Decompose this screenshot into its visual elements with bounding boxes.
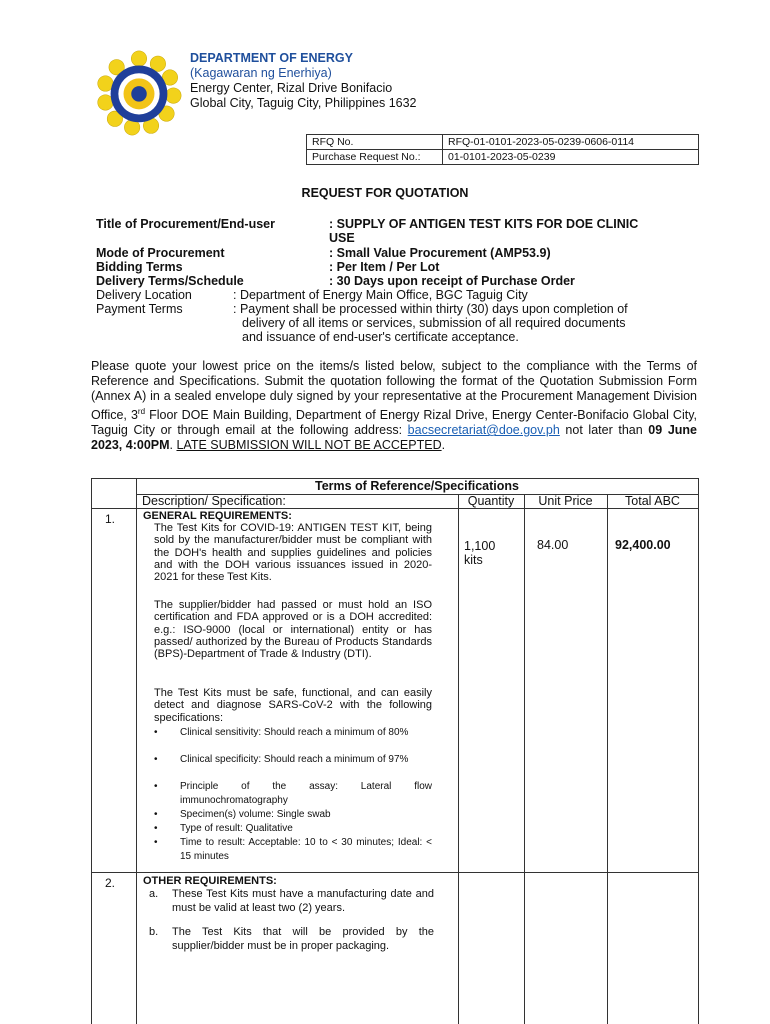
pr-label: Purchase Request No.: [307, 150, 443, 165]
item-1-total: 92,400.00 [615, 538, 671, 552]
table-title: Terms of Reference/Specifications [314, 479, 519, 493]
mode-label: Mode of Procurement [96, 246, 225, 260]
spec-bullet: • Time to result: Acceptable: 10 to < 30 minutes; Ideal: < 15 minutes [154, 837, 432, 862]
letterhead [190, 51, 417, 111]
rfq-label: RFQ No. [307, 135, 443, 150]
title-label: Title of Procurement/End-user [96, 217, 275, 231]
spec-bullet: • Clinical sensitivity: Should reach a minimum of 80% [154, 726, 432, 740]
item-2-number: 2. [105, 876, 116, 890]
spec-bullet: • Clinical specificity: Should reach a minimum of 97% [154, 753, 432, 767]
detail-payment [96, 302, 628, 316]
col-divider-4 [607, 494, 608, 1024]
department-name: DEPARTMENT OF ENERGY [190, 51, 353, 65]
payment-value-2: delivery of all items or services, submission of all required documents [242, 316, 626, 330]
department-tagalog: (Kagawaran ng Enerhiya) [190, 66, 332, 80]
col-divider-1 [136, 479, 137, 1024]
title-value-cont: USE [329, 231, 355, 245]
rfq-number-box [306, 134, 699, 165]
item-2-heading: OTHER REQUIREMENTS: [143, 875, 277, 887]
deadline: 09 June 2023, 4:00PM [91, 423, 697, 453]
ordinal-suffix: rd [137, 407, 146, 416]
item-1-paragraph-2: The supplier/bidder had passed or must hold an ISO certification and FDA approved or is a DOH accredited: e.g.: ISO-9000 (local or international) entity or has passed/ authorized by the Bureau of Products Standards (BPS)-Department of Trade & Industry (DTI). [154, 599, 432, 661]
bidding-label: Bidding Terms [96, 260, 183, 274]
delivery-location-label: Delivery Location [96, 288, 192, 302]
spec-bullet-text: Clinical specificity: Should reach a minimum of 97% [180, 754, 409, 765]
payment-value-1: : Payment shall be processed within thirty (30) days upon completion of [233, 302, 628, 316]
pr-value: 01-0101-2023-05-0239 [443, 150, 699, 165]
item-1-quantity [464, 539, 495, 567]
quantity-value: 1,100 [464, 539, 496, 553]
spec-bullet-text: Time to result: Acceptable: 10 to < 30 minutes; Ideal: < 15 minutes [180, 837, 432, 862]
instructions-text-4: . [169, 438, 177, 453]
detail-bidding [96, 260, 440, 274]
item-2-b-text: The Test Kits that will be provided by the supplier/bidder must be in proper packaging. [172, 926, 434, 952]
instructions-text-1: Please quote your lowest price on the items/s listed below, subject to the compliance with the Terms of Reference and Specifications. Submit the quotation following the format of the Quotation Submission Form (Annex A) in a sealed envelope duly signed by your representative at the Procurement Management Division Office, 3 [91, 359, 697, 423]
mode-value: : Small Value Procurement (AMP53.9) [329, 246, 551, 260]
address-line-2: Global City, Taguig City, Philippines 1632 [190, 96, 417, 110]
detail-title [96, 217, 639, 231]
item-1-unit-price: 84.00 [537, 538, 569, 552]
address-line-1: Energy Center, Rizal Drive Bonifacio [190, 81, 393, 95]
spec-bullet-text: Clinical sensitivity: Should reach a minimum of 80% [180, 727, 409, 738]
spec-bullet-text: Specimen(s) volume: Single swab [180, 809, 331, 820]
detail-mode [96, 246, 551, 260]
quantity-unit: kits [464, 553, 483, 567]
item-1-number: 1. [105, 512, 116, 526]
col-header-total: Total ABC [625, 494, 680, 508]
detail-delivery-location [96, 288, 528, 302]
col-divider-2 [458, 494, 459, 1024]
item-2-a-label: a. [149, 888, 159, 900]
item-1-heading: GENERAL REQUIREMENTS: [143, 510, 292, 522]
item-1-paragraph-1: The Test Kits for COVID-19: ANTIGEN TEST KIT, being sold by the manufacturer/bidder must be compliant with the DOH's health and supplies guidelines and policies and with the DOH various issuances issued in 2020-2021 for these Test Kits. [154, 522, 432, 584]
col-header-quantity: Quantity [467, 494, 515, 508]
doe-logo [96, 50, 182, 136]
rfq-value: RFQ-01-0101-2023-05-0239-0606-0114 [443, 135, 699, 150]
title-value: : SUPPLY OF ANTIGEN TEST KITS FOR DOE CLINIC [329, 217, 639, 231]
col-header-description: Description/ Specification: [142, 494, 286, 508]
specifications-table [91, 478, 699, 1024]
spec-bullet-text: Type of result: Qualitative [180, 823, 293, 834]
item-2-a-text: These Test Kits must have a manufacturing date and must be valid at least two (2) years. [172, 888, 434, 914]
spec-bullet: • Specimen(s) volume: Single swab [154, 808, 432, 822]
payment-label: Payment Terms [96, 302, 183, 316]
col-header-unit-price: Unit Price [538, 494, 593, 508]
bidding-value: : Per Item / Per Lot [329, 260, 440, 274]
instructions-text-5: . [441, 438, 446, 453]
spec-bullet: • Type of result: Qualitative [154, 822, 432, 836]
spec-bullet-text: Principle of the assay: Lateral flow immunochromatography [180, 781, 432, 806]
item-2-b-label: b. [149, 926, 159, 938]
instructions-text-3: not later than [559, 423, 649, 438]
payment-value-3: and issuance of end-user's certificate acceptance. [242, 330, 519, 344]
spec-bullet: • Principle of the assay: Lateral flow immunochromatography [154, 781, 432, 806]
delivery-location-value: : Department of Energy Main Office, BGC Taguig City [233, 288, 528, 302]
email-link[interactable]: bacsecretariat@doe.gov.ph [407, 423, 560, 438]
instructions-paragraph [91, 359, 697, 453]
delivery-terms-label: Delivery Terms/Schedule [96, 274, 244, 288]
delivery-terms-value: : 30 Days upon receipt of Purchase Order [329, 274, 575, 288]
col-divider-3 [524, 494, 525, 1024]
document-title: REQUEST FOR QUOTATION [301, 186, 469, 200]
detail-delivery-terms [96, 274, 575, 288]
item-1-paragraph-3: The Test Kits must be safe, functional, and can easily detect and diagnose SARS-CoV-2 with the following specifications: [154, 687, 432, 724]
instructions-text-2: Floor DOE Main Building, Department of Energy Rizal Drive, Energy Center-Bonifacio Global City, Taguig City or through email at the following address: [91, 408, 697, 438]
late-submission-notice: LATE SUBMISSION WILL NOT BE ACCEPTED [176, 438, 442, 453]
